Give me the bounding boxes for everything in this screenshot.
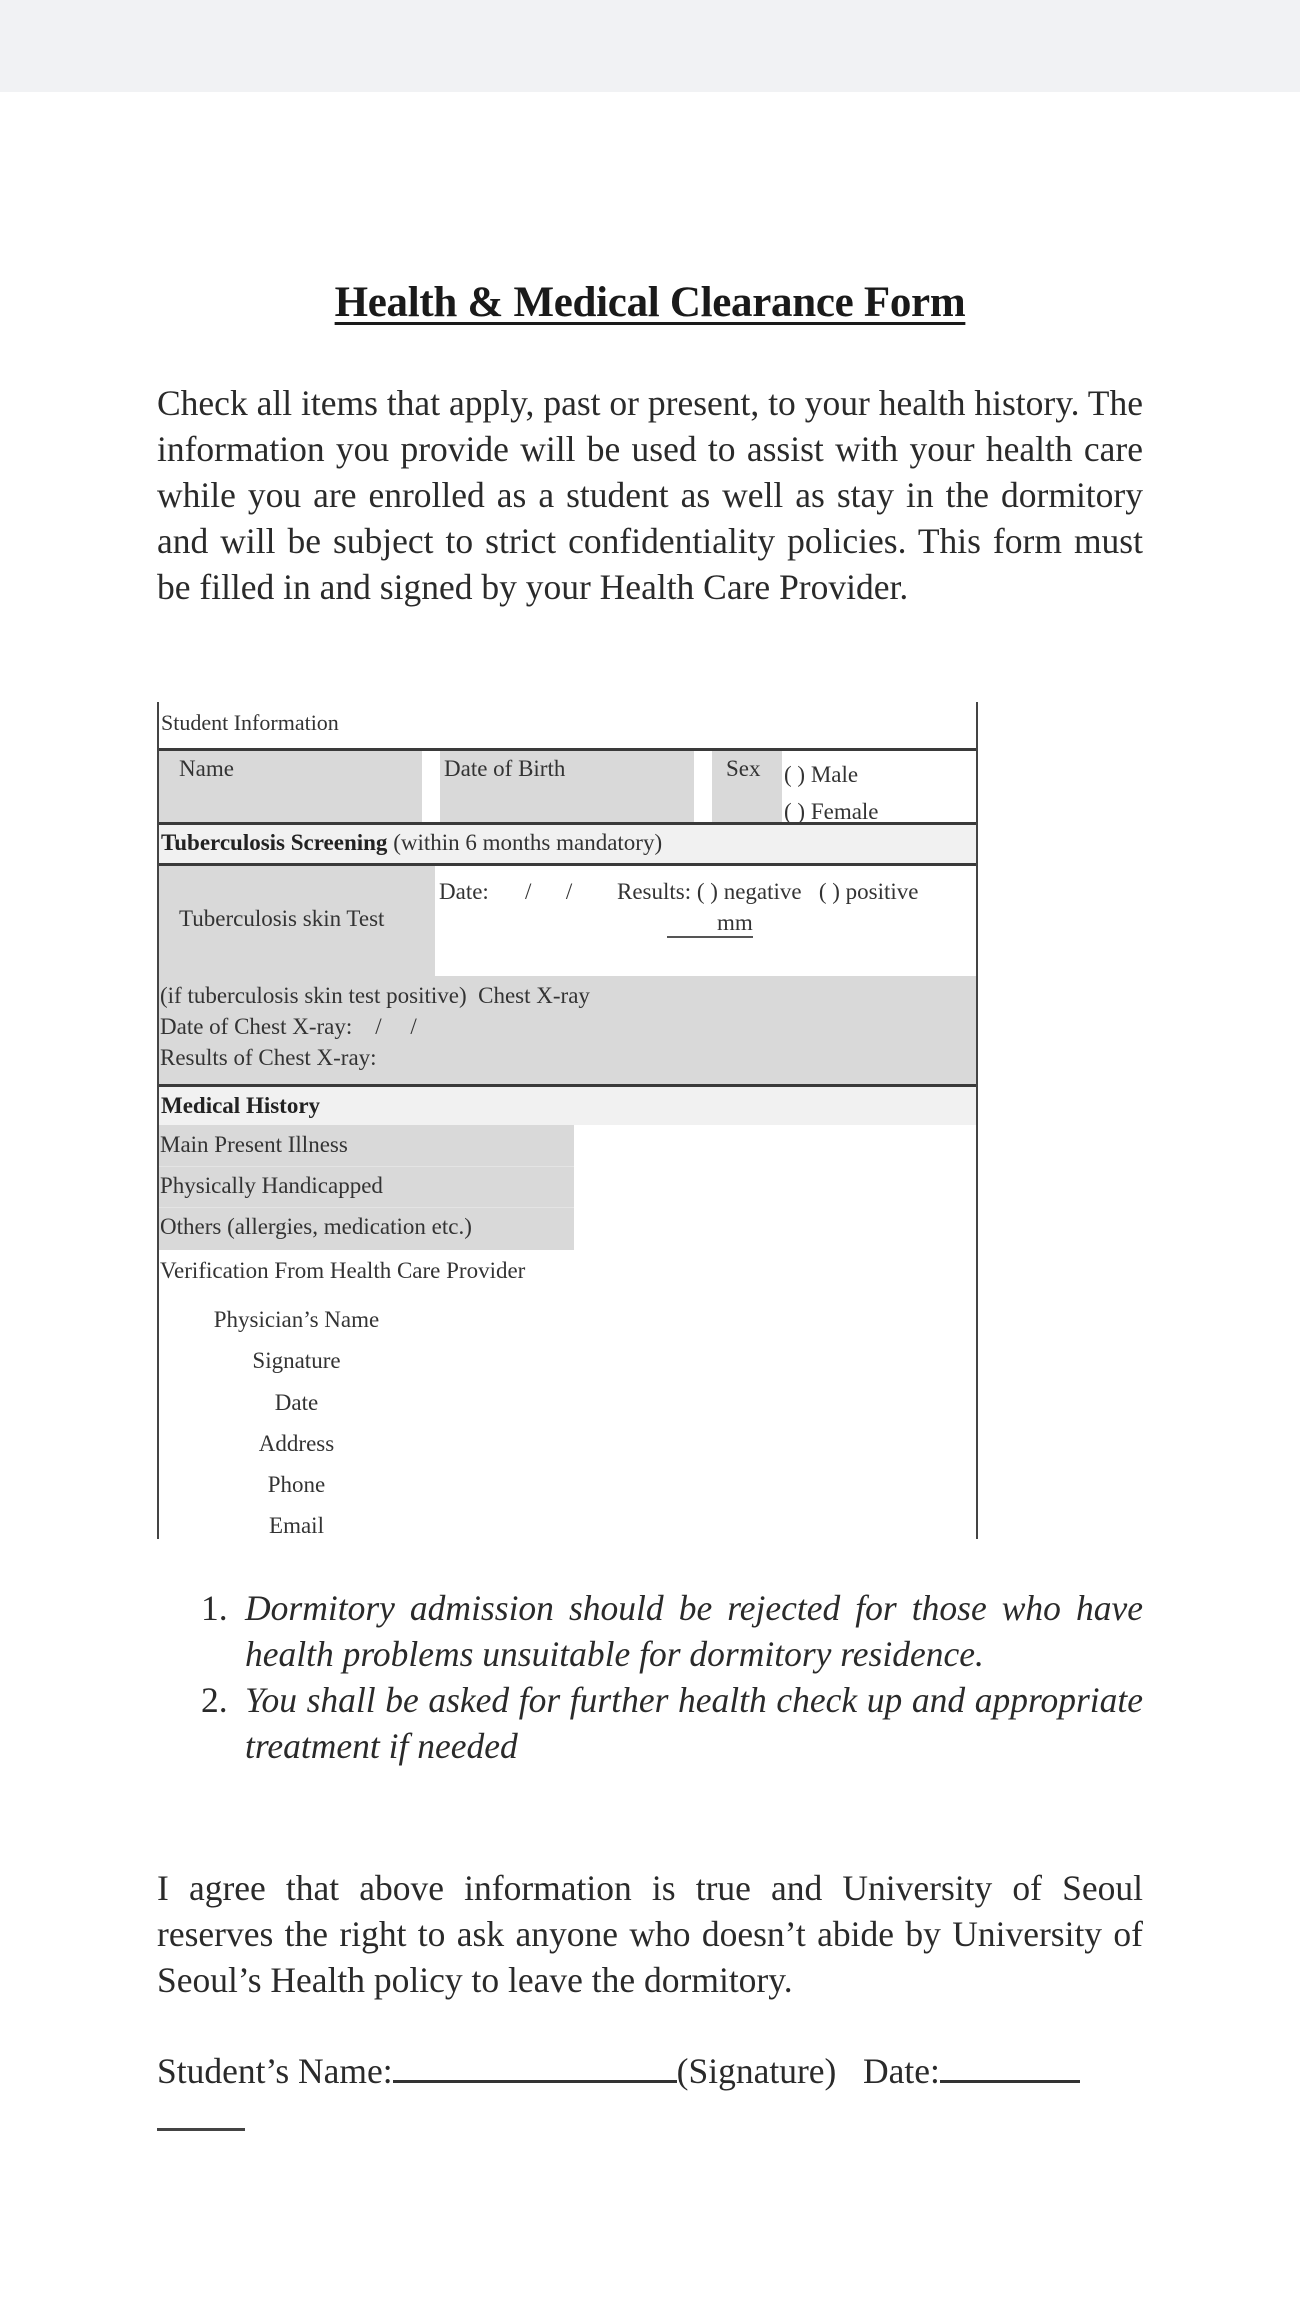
note-item bbox=[201, 1585, 1143, 1677]
name-label: Name bbox=[179, 756, 234, 781]
sex-options bbox=[784, 756, 974, 830]
tb-date-field[interactable]: / / bbox=[525, 879, 573, 904]
note-number: 1. bbox=[201, 1588, 228, 1628]
sex-option-male[interactable]: ( ) Male bbox=[784, 762, 859, 787]
note-text: Dormitory admission should be rejected for those who have health problems unsuitable for dormitory residence. bbox=[245, 1588, 1143, 1674]
medical-history-title: Medical History bbox=[161, 1093, 321, 1118]
medical-history-heading bbox=[159, 1087, 976, 1125]
chest-xray-block bbox=[159, 976, 976, 1084]
student-name-blank[interactable] bbox=[393, 2050, 677, 2083]
clearance-form-table bbox=[157, 702, 978, 1539]
note-number: 2. bbox=[201, 1680, 228, 1720]
physically-handicapped-label: Physically Handicapped bbox=[160, 1173, 383, 1198]
student-signature-line bbox=[157, 2048, 1143, 2094]
sex-label-cell bbox=[712, 751, 782, 822]
chest-xray-date[interactable]: Date of Chest X-ray: / / bbox=[160, 1014, 417, 1039]
top-toolbar-area bbox=[0, 0, 1300, 92]
date-of-birth-label: Date of Birth bbox=[444, 756, 566, 781]
tb-mm-field[interactable] bbox=[667, 910, 753, 938]
physician-address-field[interactable]: Address bbox=[258, 1430, 335, 1456]
agreement-paragraph: I agree that above information is true and University of Seoul reserves the right to ask anyone who doesn’t abide by University of Seoul’s Health policy to leave the dormitory. bbox=[157, 1868, 1143, 2000]
tb-date-label: Date: bbox=[439, 879, 489, 904]
student-information-label: Student Information bbox=[161, 710, 339, 735]
physician-signature-field[interactable]: Signature bbox=[252, 1348, 341, 1374]
sex-option-female[interactable]: ( ) Female bbox=[784, 799, 879, 824]
tb-screening-title: Tuberculosis Screening bbox=[161, 830, 388, 855]
medical-history-item[interactable] bbox=[159, 1125, 574, 1167]
notes-list bbox=[201, 1585, 1143, 1769]
others-allergies-label: Others (allergies, medication etc.) bbox=[160, 1214, 472, 1239]
date-label: Date: bbox=[862, 2051, 940, 2091]
physician-date-field[interactable]: Date bbox=[274, 1389, 319, 1415]
student-name-label: Student’s Name: bbox=[157, 2051, 393, 2091]
physician-email-field[interactable]: Email bbox=[269, 1513, 324, 1539]
tb-screening-heading bbox=[159, 825, 976, 863]
chest-xray-condition: (if tuberculosis skin test positive) Chest X-ray bbox=[160, 983, 590, 1008]
medical-history-item[interactable] bbox=[159, 1208, 574, 1250]
medical-history-item[interactable] bbox=[159, 1167, 574, 1208]
date-blank[interactable] bbox=[940, 2050, 1080, 2083]
verification-fields bbox=[159, 1299, 434, 1547]
tb-skin-test-label-cell bbox=[159, 866, 435, 976]
mm-unit-label: mm bbox=[717, 910, 753, 935]
intro-paragraph: Check all items that apply, past or present, to your health history. The information you provide will be used to assist with your health care while you are enrolled as a student as well as stay in the dormitory and will be subject to strict confidentiality policies. This form must be filled in and signed by your Health Care Provider. bbox=[157, 383, 1143, 607]
date-of-birth-field[interactable] bbox=[440, 751, 694, 822]
date-blank-continuation[interactable] bbox=[157, 2128, 245, 2131]
signature-label: (Signature) bbox=[676, 2051, 837, 2091]
sex-label: Sex bbox=[726, 756, 761, 781]
physician-name-field[interactable]: Physician’s Name bbox=[213, 1307, 380, 1332]
tb-skin-test-fields bbox=[437, 866, 976, 976]
tb-screening-note: (within 6 months mandatory) bbox=[387, 830, 663, 855]
physician-phone-field[interactable]: Phone bbox=[267, 1472, 326, 1498]
verification-heading: Verification From Health Care Provider bbox=[160, 1258, 526, 1283]
tb-results-options[interactable]: Results: ( ) negative ( ) positive bbox=[617, 879, 919, 904]
form-title: Health & Medical Clearance Form bbox=[334, 279, 966, 326]
chest-xray-results[interactable]: Results of Chest X-ray: bbox=[160, 1045, 377, 1070]
note-text: You shall be asked for further health check up and appropriate treatment if needed bbox=[245, 1680, 1143, 1766]
main-present-illness-label: Main Present Illness bbox=[160, 1132, 348, 1157]
note-item bbox=[201, 1677, 1143, 1769]
tb-skin-test-label: Tuberculosis skin Test bbox=[179, 906, 385, 931]
name-field[interactable] bbox=[159, 751, 422, 822]
